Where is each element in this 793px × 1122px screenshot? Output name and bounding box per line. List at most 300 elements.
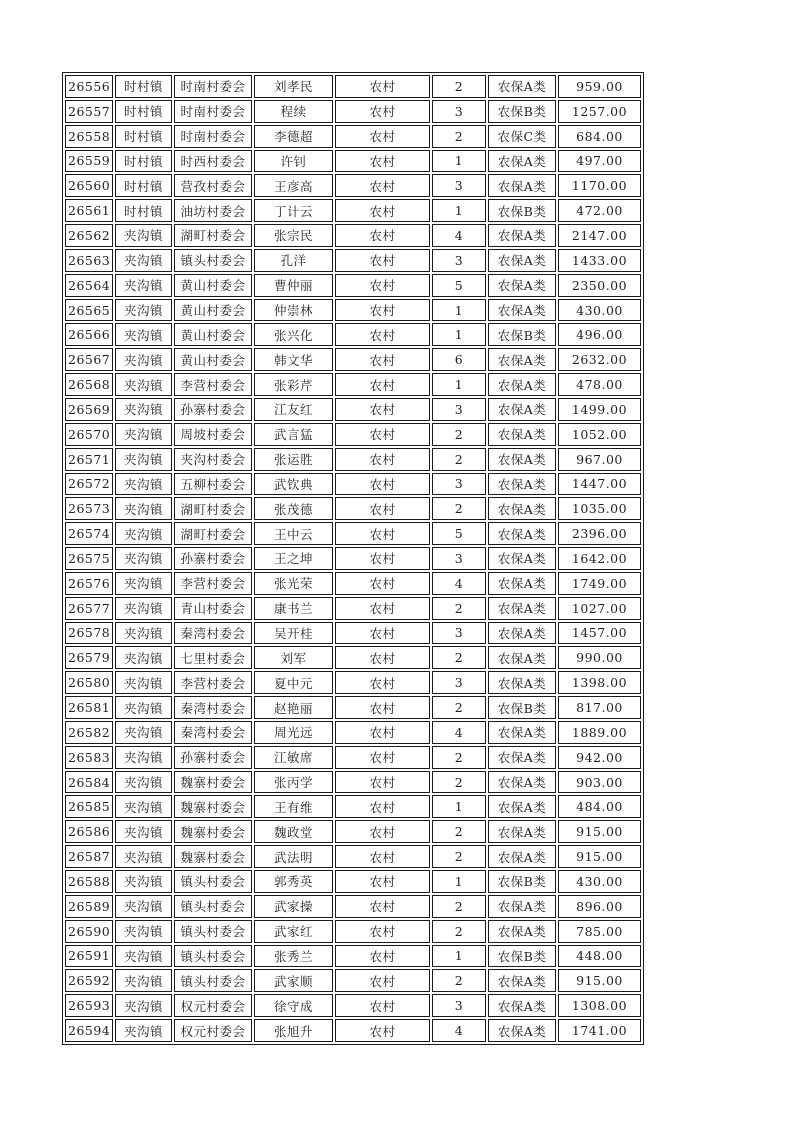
table-row — [65, 274, 641, 297]
cell-amount: 1642.00 — [558, 547, 641, 570]
cell-serial-number: 26585 — [65, 795, 113, 818]
cell-town: 夹沟镇 — [115, 373, 172, 396]
cell-person-name: 程续 — [254, 100, 333, 123]
cell-serial-number: 26590 — [65, 920, 113, 943]
cell-person-count: 1 — [432, 199, 486, 222]
cell-person-count: 3 — [432, 622, 486, 645]
cell-amount: 1433.00 — [558, 249, 641, 272]
cell-village-committee: 时南村委会 — [174, 125, 252, 148]
cell-amount: 1035.00 — [558, 497, 641, 520]
cell-serial-number: 26588 — [65, 870, 113, 893]
cell-person-count: 3 — [432, 174, 486, 197]
cell-village-committee: 七里村委会 — [174, 646, 252, 669]
cell-serial-number: 26572 — [65, 473, 113, 496]
cell-residence-type: 农村 — [335, 945, 430, 968]
cell-residence-type: 农村 — [335, 348, 430, 371]
cell-town: 夹沟镇 — [115, 622, 172, 645]
cell-town: 夹沟镇 — [115, 423, 172, 446]
table-row — [65, 895, 641, 918]
cell-insurance-category: 农保A类 — [488, 547, 556, 570]
cell-residence-type: 农村 — [335, 224, 430, 247]
cell-town: 时村镇 — [115, 75, 172, 98]
cell-person-name: 刘军 — [254, 646, 333, 669]
table-row — [65, 795, 641, 818]
cell-person-name: 武钦典 — [254, 473, 333, 496]
table-row — [65, 547, 641, 570]
table-row — [65, 199, 641, 222]
table-row — [65, 945, 641, 968]
cell-amount: 1741.00 — [558, 1019, 641, 1042]
cell-insurance-category: 农保A类 — [488, 348, 556, 371]
cell-person-count: 3 — [432, 671, 486, 694]
cell-residence-type: 农村 — [335, 920, 430, 943]
cell-serial-number: 26579 — [65, 646, 113, 669]
table-row — [65, 373, 641, 396]
cell-insurance-category: 农保B类 — [488, 870, 556, 893]
cell-residence-type: 农村 — [335, 646, 430, 669]
cell-village-committee: 时南村委会 — [174, 75, 252, 98]
cell-residence-type: 农村 — [335, 820, 430, 843]
cell-town: 夹沟镇 — [115, 795, 172, 818]
cell-person-count: 2 — [432, 771, 486, 794]
cell-person-name: 张秀兰 — [254, 945, 333, 968]
cell-village-committee: 湖町村委会 — [174, 497, 252, 520]
cell-serial-number: 26592 — [65, 969, 113, 992]
cell-residence-type: 农村 — [335, 572, 430, 595]
cell-village-committee: 李营村委会 — [174, 572, 252, 595]
cell-village-committee: 魏寨村委会 — [174, 845, 252, 868]
cell-person-name: 吴开桂 — [254, 622, 333, 645]
cell-serial-number: 26576 — [65, 572, 113, 595]
cell-town: 夹沟镇 — [115, 224, 172, 247]
cell-person-count: 2 — [432, 448, 486, 471]
cell-amount: 1308.00 — [558, 994, 641, 1017]
cell-insurance-category: 农保A类 — [488, 249, 556, 272]
cell-village-committee: 魏寨村委会 — [174, 820, 252, 843]
cell-serial-number: 26568 — [65, 373, 113, 396]
cell-serial-number: 26594 — [65, 1019, 113, 1042]
cell-person-count: 4 — [432, 721, 486, 744]
cell-amount: 448.00 — [558, 945, 641, 968]
cell-insurance-category: 农保B类 — [488, 100, 556, 123]
cell-serial-number: 26561 — [65, 199, 113, 222]
cell-village-committee: 夹沟村委会 — [174, 448, 252, 471]
cell-serial-number: 26566 — [65, 323, 113, 346]
cell-serial-number: 26582 — [65, 721, 113, 744]
cell-person-count: 2 — [432, 746, 486, 769]
cell-amount: 1499.00 — [558, 398, 641, 421]
cell-person-count: 2 — [432, 696, 486, 719]
cell-village-committee: 黄山村委会 — [174, 348, 252, 371]
cell-village-committee: 李营村委会 — [174, 671, 252, 694]
cell-person-count: 1 — [432, 870, 486, 893]
cell-residence-type: 农村 — [335, 746, 430, 769]
table-row — [65, 696, 641, 719]
cell-person-count: 2 — [432, 820, 486, 843]
cell-person-count: 4 — [432, 224, 486, 247]
cell-insurance-category: 农保B类 — [488, 323, 556, 346]
cell-town: 夹沟镇 — [115, 820, 172, 843]
cell-person-count: 2 — [432, 75, 486, 98]
cell-person-count: 3 — [432, 994, 486, 1017]
cell-person-name: 仲崇林 — [254, 299, 333, 322]
cell-person-name: 张光荣 — [254, 572, 333, 595]
cell-amount: 1027.00 — [558, 597, 641, 620]
cell-town: 夹沟镇 — [115, 299, 172, 322]
cell-residence-type: 农村 — [335, 522, 430, 545]
cell-serial-number: 26584 — [65, 771, 113, 794]
table-row — [65, 746, 641, 769]
cell-residence-type: 农村 — [335, 895, 430, 918]
cell-residence-type: 农村 — [335, 1019, 430, 1042]
cell-town: 夹沟镇 — [115, 920, 172, 943]
table-row — [65, 870, 641, 893]
cell-insurance-category: 农保A类 — [488, 994, 556, 1017]
cell-residence-type: 农村 — [335, 199, 430, 222]
cell-amount: 1749.00 — [558, 572, 641, 595]
cell-serial-number: 26583 — [65, 746, 113, 769]
cell-person-name: 许钊 — [254, 150, 333, 173]
cell-person-name: 张宗民 — [254, 224, 333, 247]
cell-insurance-category: 农保A类 — [488, 423, 556, 446]
cell-town: 夹沟镇 — [115, 323, 172, 346]
cell-residence-type: 农村 — [335, 597, 430, 620]
cell-person-name: 徐守成 — [254, 994, 333, 1017]
cell-person-count: 3 — [432, 547, 486, 570]
cell-amount: 2396.00 — [558, 522, 641, 545]
cell-town: 夹沟镇 — [115, 746, 172, 769]
cell-amount: 1889.00 — [558, 721, 641, 744]
cell-village-committee: 孙寨村委会 — [174, 746, 252, 769]
cell-village-committee: 时南村委会 — [174, 100, 252, 123]
cell-insurance-category: 农保A类 — [488, 671, 556, 694]
cell-village-committee: 权元村委会 — [174, 1019, 252, 1042]
cell-village-committee: 时西村委会 — [174, 150, 252, 173]
cell-serial-number: 26587 — [65, 845, 113, 868]
cell-amount: 2632.00 — [558, 348, 641, 371]
cell-insurance-category: 农保A类 — [488, 373, 556, 396]
cell-amount: 990.00 — [558, 646, 641, 669]
cell-insurance-category: 农保C类 — [488, 125, 556, 148]
cell-insurance-category: 农保A类 — [488, 398, 556, 421]
table-row — [65, 920, 641, 943]
cell-person-name: 张丙学 — [254, 771, 333, 794]
cell-insurance-category: 农保A类 — [488, 721, 556, 744]
table-row — [65, 522, 641, 545]
cell-person-count: 3 — [432, 398, 486, 421]
cell-residence-type: 农村 — [335, 795, 430, 818]
cell-serial-number: 26557 — [65, 100, 113, 123]
table-row — [65, 845, 641, 868]
cell-village-committee: 黄山村委会 — [174, 274, 252, 297]
cell-residence-type: 农村 — [335, 994, 430, 1017]
cell-amount: 684.00 — [558, 125, 641, 148]
cell-person-count: 6 — [432, 348, 486, 371]
table-row — [65, 1019, 641, 1042]
cell-person-name: 韩文华 — [254, 348, 333, 371]
cell-amount: 496.00 — [558, 323, 641, 346]
cell-person-count: 2 — [432, 895, 486, 918]
cell-village-committee: 黄山村委会 — [174, 323, 252, 346]
cell-person-count: 2 — [432, 423, 486, 446]
cell-village-committee: 湖町村委会 — [174, 522, 252, 545]
cell-village-committee: 李营村委会 — [174, 373, 252, 396]
table-row — [65, 423, 641, 446]
cell-town: 夹沟镇 — [115, 274, 172, 297]
cell-residence-type: 农村 — [335, 299, 430, 322]
cell-person-count: 3 — [432, 100, 486, 123]
cell-insurance-category: 农保A类 — [488, 274, 556, 297]
table-row — [65, 299, 641, 322]
cell-person-name: 王之坤 — [254, 547, 333, 570]
cell-insurance-category: 农保A类 — [488, 845, 556, 868]
cell-residence-type: 农村 — [335, 125, 430, 148]
cell-serial-number: 26578 — [65, 622, 113, 645]
cell-amount: 478.00 — [558, 373, 641, 396]
cell-village-committee: 黄山村委会 — [174, 299, 252, 322]
cell-insurance-category: 农保A类 — [488, 299, 556, 322]
cell-person-count: 1 — [432, 945, 486, 968]
cell-town: 夹沟镇 — [115, 1019, 172, 1042]
cell-serial-number: 26569 — [65, 398, 113, 421]
cell-amount: 1457.00 — [558, 622, 641, 645]
cell-serial-number: 26580 — [65, 671, 113, 694]
cell-amount: 497.00 — [558, 150, 641, 173]
cell-amount: 2350.00 — [558, 274, 641, 297]
cell-amount: 430.00 — [558, 870, 641, 893]
cell-person-name: 周光远 — [254, 721, 333, 744]
cell-insurance-category: 农保A类 — [488, 448, 556, 471]
cell-person-name: 张茂德 — [254, 497, 333, 520]
cell-residence-type: 农村 — [335, 473, 430, 496]
cell-town: 夹沟镇 — [115, 845, 172, 868]
cell-person-name: 郭秀英 — [254, 870, 333, 893]
table-row — [65, 323, 641, 346]
cell-residence-type: 农村 — [335, 969, 430, 992]
cell-amount: 1170.00 — [558, 174, 641, 197]
cell-village-committee: 镇头村委会 — [174, 870, 252, 893]
cell-serial-number: 26562 — [65, 224, 113, 247]
cell-amount: 817.00 — [558, 696, 641, 719]
table-row — [65, 150, 641, 173]
cell-person-count: 2 — [432, 920, 486, 943]
cell-town: 夹沟镇 — [115, 870, 172, 893]
cell-serial-number: 26586 — [65, 820, 113, 843]
cell-person-count: 1 — [432, 299, 486, 322]
cell-serial-number: 26564 — [65, 274, 113, 297]
cell-town: 夹沟镇 — [115, 945, 172, 968]
cell-person-count: 4 — [432, 1019, 486, 1042]
cell-town: 时村镇 — [115, 125, 172, 148]
cell-insurance-category: 农保A类 — [488, 895, 556, 918]
cell-serial-number: 26577 — [65, 597, 113, 620]
table-row — [65, 174, 641, 197]
cell-person-count: 2 — [432, 646, 486, 669]
cell-serial-number: 26567 — [65, 348, 113, 371]
cell-residence-type: 农村 — [335, 75, 430, 98]
cell-person-name: 康书兰 — [254, 597, 333, 620]
cell-amount: 896.00 — [558, 895, 641, 918]
cell-person-name: 张运胜 — [254, 448, 333, 471]
cell-person-name: 武家操 — [254, 895, 333, 918]
cell-amount: 915.00 — [558, 969, 641, 992]
cell-residence-type: 农村 — [335, 771, 430, 794]
table-row — [65, 100, 641, 123]
cell-residence-type: 农村 — [335, 423, 430, 446]
cell-residence-type: 农村 — [335, 845, 430, 868]
cell-insurance-category: 农保A类 — [488, 224, 556, 247]
table-row — [65, 75, 641, 98]
cell-person-name: 江敏席 — [254, 746, 333, 769]
cell-village-committee: 营孜村委会 — [174, 174, 252, 197]
cell-serial-number: 26593 — [65, 994, 113, 1017]
table-row — [65, 125, 641, 148]
cell-serial-number: 26560 — [65, 174, 113, 197]
table-row — [65, 771, 641, 794]
cell-person-name: 李德超 — [254, 125, 333, 148]
cell-insurance-category: 农保A类 — [488, 1019, 556, 1042]
cell-village-committee: 魏寨村委会 — [174, 795, 252, 818]
cell-person-count: 3 — [432, 249, 486, 272]
table-row — [65, 348, 641, 371]
cell-serial-number: 26581 — [65, 696, 113, 719]
cell-insurance-category: 农保A类 — [488, 75, 556, 98]
cell-amount: 903.00 — [558, 771, 641, 794]
cell-residence-type: 农村 — [335, 373, 430, 396]
cell-town: 夹沟镇 — [115, 572, 172, 595]
cell-residence-type: 农村 — [335, 274, 430, 297]
cell-person-name: 江友红 — [254, 398, 333, 421]
cell-residence-type: 农村 — [335, 174, 430, 197]
cell-person-name: 张旭升 — [254, 1019, 333, 1042]
table-row — [65, 448, 641, 471]
cell-serial-number: 26556 — [65, 75, 113, 98]
cell-residence-type: 农村 — [335, 696, 430, 719]
cell-town: 夹沟镇 — [115, 895, 172, 918]
cell-town: 夹沟镇 — [115, 721, 172, 744]
cell-town: 夹沟镇 — [115, 473, 172, 496]
cell-town: 夹沟镇 — [115, 671, 172, 694]
cell-village-committee: 青山村委会 — [174, 597, 252, 620]
cell-serial-number: 26563 — [65, 249, 113, 272]
cell-person-name: 王彦高 — [254, 174, 333, 197]
cell-town: 夹沟镇 — [115, 646, 172, 669]
cell-insurance-category: 农保A类 — [488, 597, 556, 620]
cell-person-count: 1 — [432, 150, 486, 173]
table-row — [65, 622, 641, 645]
cell-residence-type: 农村 — [335, 547, 430, 570]
cell-person-name: 夏中元 — [254, 671, 333, 694]
cell-residence-type: 农村 — [335, 622, 430, 645]
cell-village-committee: 镇头村委会 — [174, 969, 252, 992]
records-table — [62, 72, 644, 1045]
table-row — [65, 597, 641, 620]
cell-amount: 967.00 — [558, 448, 641, 471]
records-tbody — [65, 75, 641, 1042]
cell-person-count: 4 — [432, 572, 486, 595]
cell-person-count: 5 — [432, 522, 486, 545]
cell-town: 时村镇 — [115, 199, 172, 222]
cell-residence-type: 农村 — [335, 249, 430, 272]
cell-village-committee: 秦湾村委会 — [174, 622, 252, 645]
cell-amount: 1398.00 — [558, 671, 641, 694]
table-row — [65, 820, 641, 843]
cell-town: 夹沟镇 — [115, 348, 172, 371]
cell-serial-number: 26559 — [65, 150, 113, 173]
table-row — [65, 398, 641, 421]
table-row — [65, 721, 641, 744]
cell-village-committee: 油坊村委会 — [174, 199, 252, 222]
cell-village-committee: 孙寨村委会 — [174, 398, 252, 421]
table-row — [65, 249, 641, 272]
cell-amount: 1052.00 — [558, 423, 641, 446]
cell-person-count: 2 — [432, 969, 486, 992]
cell-serial-number: 26570 — [65, 423, 113, 446]
cell-town: 夹沟镇 — [115, 696, 172, 719]
cell-person-name: 赵艳丽 — [254, 696, 333, 719]
table-row — [65, 994, 641, 1017]
cell-insurance-category: 农保A类 — [488, 771, 556, 794]
cell-person-count: 2 — [432, 597, 486, 620]
cell-insurance-category: 农保A类 — [488, 473, 556, 496]
cell-village-committee: 五柳村委会 — [174, 473, 252, 496]
cell-insurance-category: 农保A类 — [488, 572, 556, 595]
cell-serial-number: 26574 — [65, 522, 113, 545]
cell-residence-type: 农村 — [335, 870, 430, 893]
cell-person-name: 王中云 — [254, 522, 333, 545]
table-row — [65, 572, 641, 595]
cell-amount: 430.00 — [558, 299, 641, 322]
cell-person-name: 曹仲丽 — [254, 274, 333, 297]
cell-village-committee: 镇头村委会 — [174, 249, 252, 272]
cell-person-name: 魏政堂 — [254, 820, 333, 843]
cell-insurance-category: 农保A类 — [488, 920, 556, 943]
table-row — [65, 473, 641, 496]
cell-person-name: 王有维 — [254, 795, 333, 818]
cell-person-name: 刘孝民 — [254, 75, 333, 98]
cell-person-name: 武家顺 — [254, 969, 333, 992]
cell-amount: 2147.00 — [558, 224, 641, 247]
cell-residence-type: 农村 — [335, 671, 430, 694]
cell-insurance-category: 农保A类 — [488, 969, 556, 992]
cell-serial-number: 26591 — [65, 945, 113, 968]
table-row — [65, 969, 641, 992]
cell-village-committee: 镇头村委会 — [174, 895, 252, 918]
cell-village-committee: 湖町村委会 — [174, 224, 252, 247]
cell-village-committee: 魏寨村委会 — [174, 771, 252, 794]
table-row — [65, 671, 641, 694]
cell-town: 夹沟镇 — [115, 597, 172, 620]
cell-town: 夹沟镇 — [115, 994, 172, 1017]
cell-residence-type: 农村 — [335, 398, 430, 421]
cell-town: 夹沟镇 — [115, 398, 172, 421]
cell-person-name: 孔洋 — [254, 249, 333, 272]
cell-residence-type: 农村 — [335, 323, 430, 346]
cell-village-committee: 秦湾村委会 — [174, 696, 252, 719]
cell-residence-type: 农村 — [335, 721, 430, 744]
cell-insurance-category: 农保A类 — [488, 820, 556, 843]
cell-village-committee: 镇头村委会 — [174, 920, 252, 943]
cell-person-count: 1 — [432, 323, 486, 346]
cell-person-name: 武法明 — [254, 845, 333, 868]
cell-person-name: 武言猛 — [254, 423, 333, 446]
cell-residence-type: 农村 — [335, 497, 430, 520]
cell-amount: 785.00 — [558, 920, 641, 943]
cell-person-count: 1 — [432, 373, 486, 396]
cell-amount: 472.00 — [558, 199, 641, 222]
cell-insurance-category: 农保A类 — [488, 497, 556, 520]
cell-person-count: 2 — [432, 497, 486, 520]
